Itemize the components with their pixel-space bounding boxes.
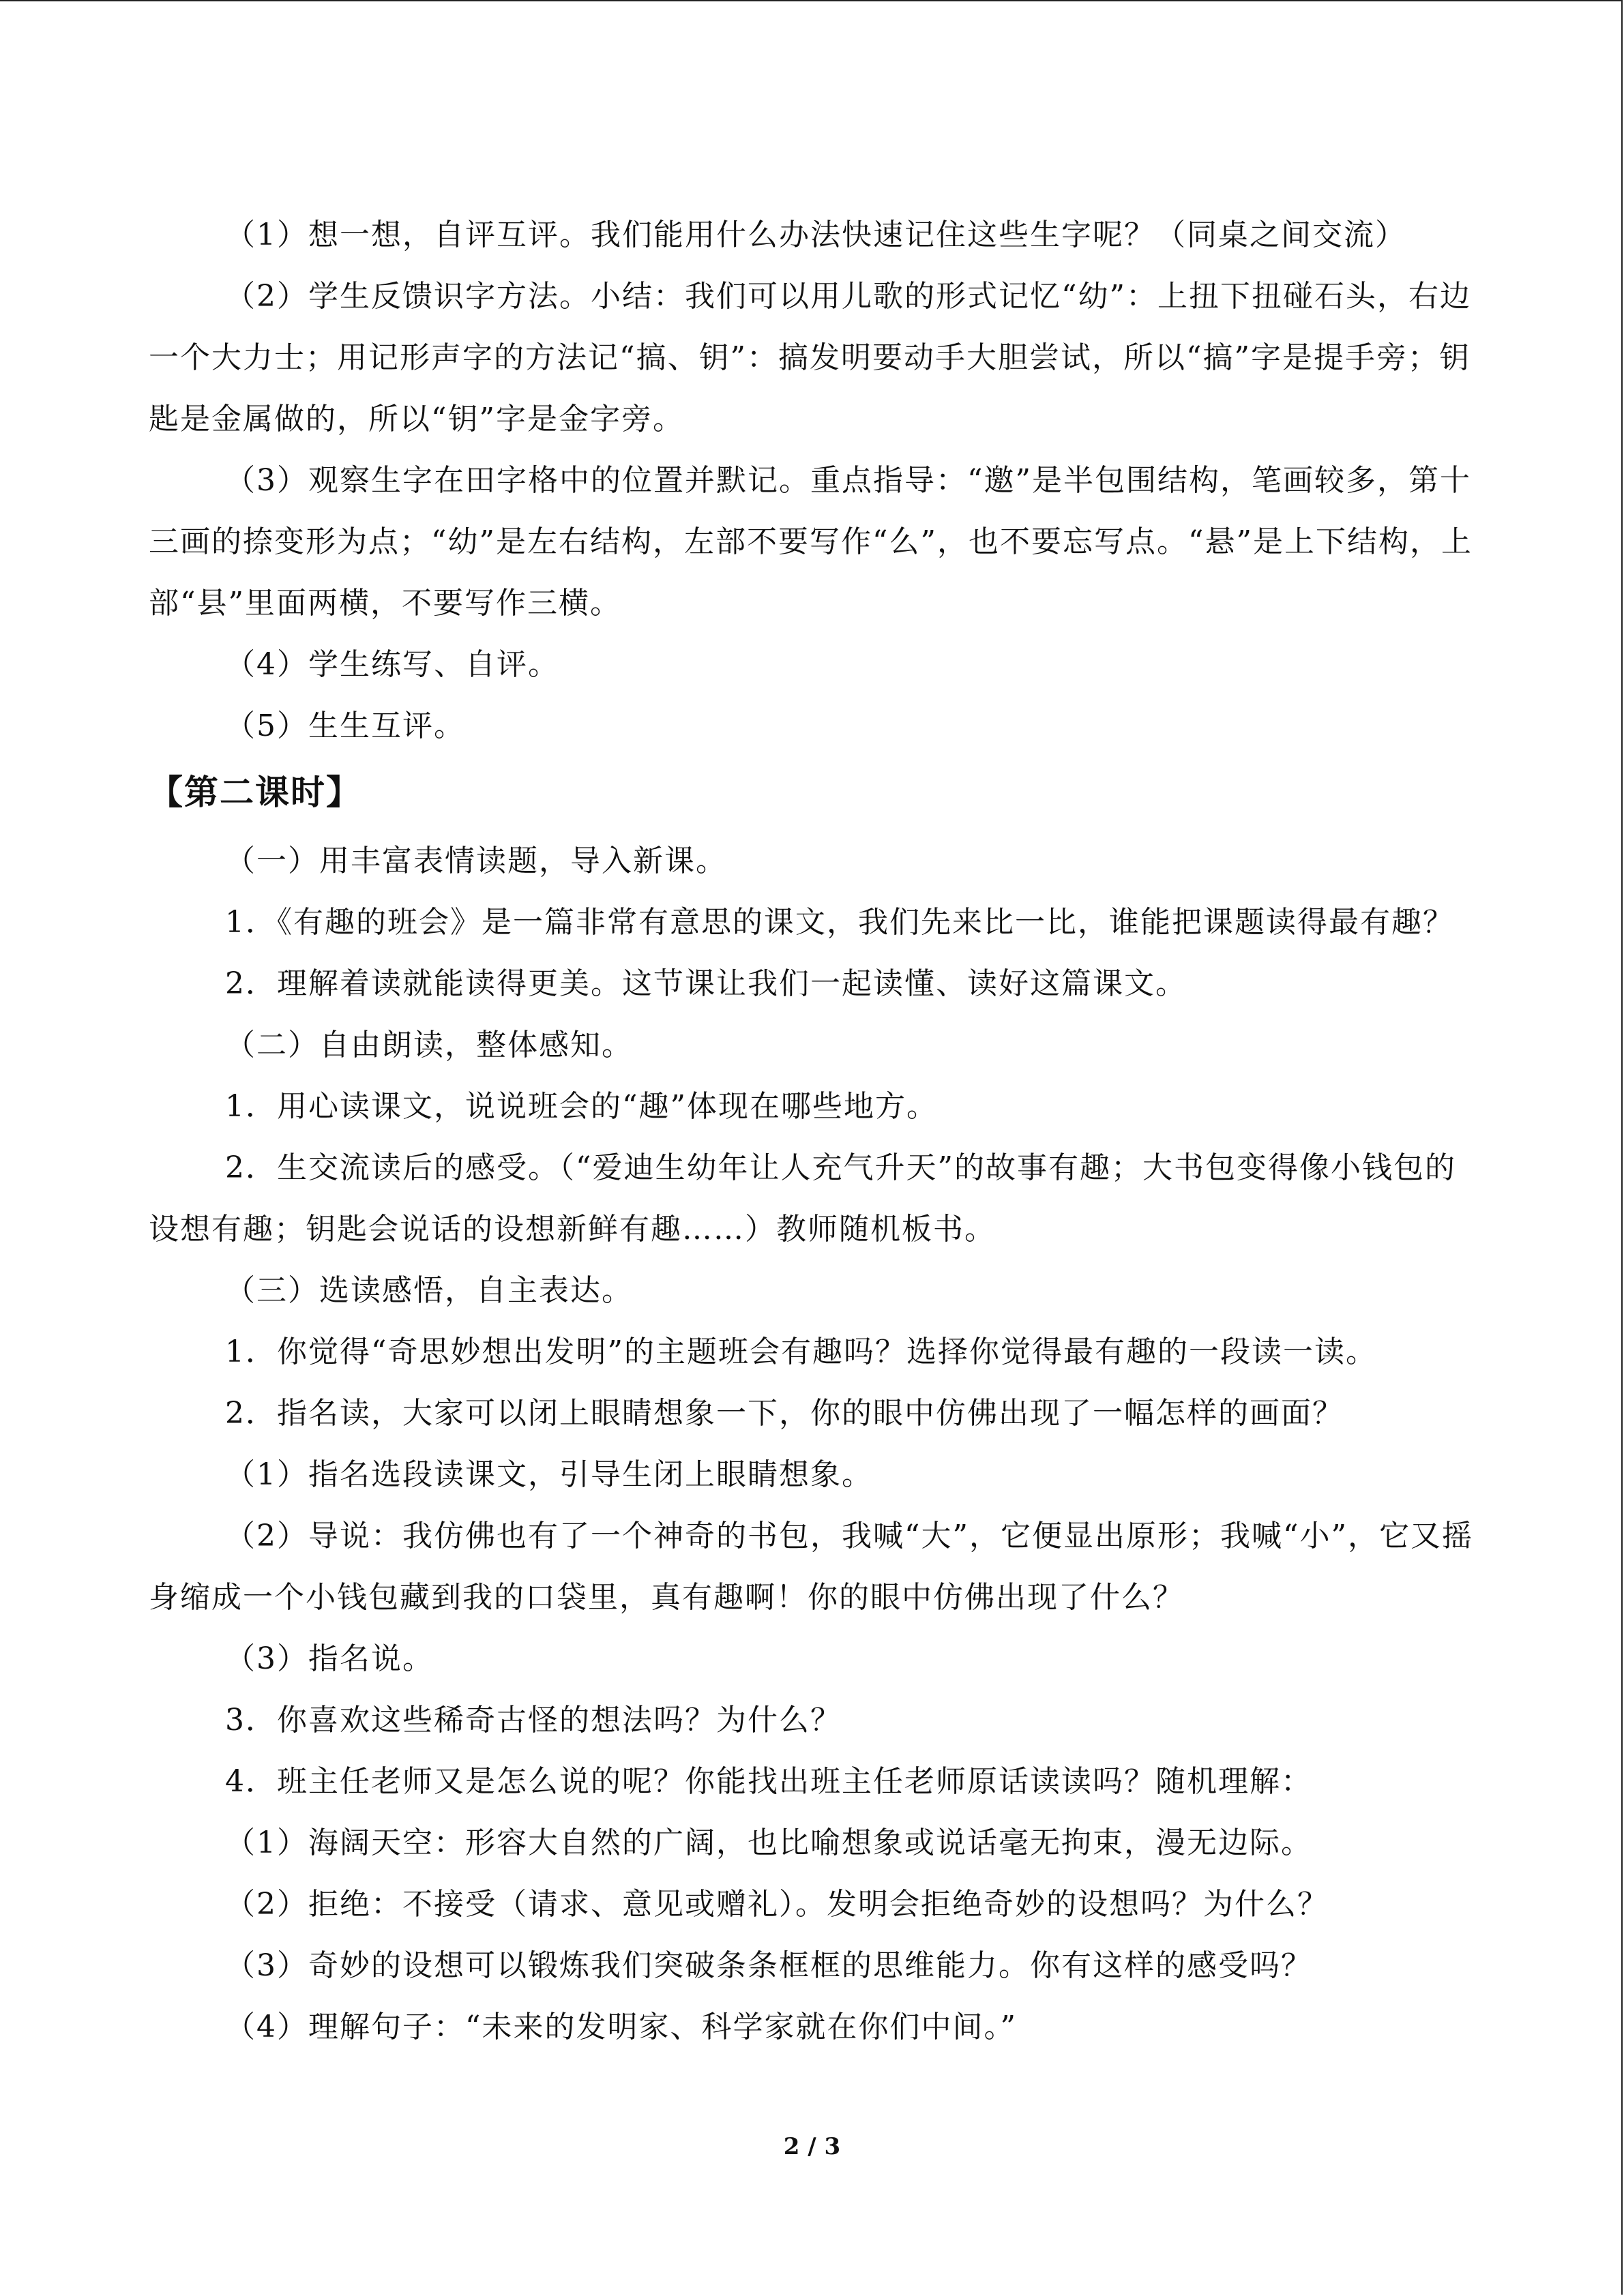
paragraph: （1）海阔天空：形容大自然的广阔，也比喻想象或说话毫无拘束，漫无边际。 <box>225 1825 1312 1860</box>
page-number: 2 / 3 <box>783 2133 841 2160</box>
paragraph: 4．班主任老师又是怎么说的呢？你能找出班主任老师原话读读吗？随机理解： <box>225 1764 1312 1799</box>
paragraph: （5）生生互评。 <box>225 709 465 743</box>
paragraph: 3．你喜欢这些稀奇古怪的想法吗？为什么？ <box>225 1703 842 1738</box>
document-body <box>149 205 1475 2058</box>
paragraph: （4）学生练写、自评。 <box>225 647 559 682</box>
paragraph: （2）学生反馈识字方法。小结：我们可以用儿歌的形式记忆“幼”：上扭下扭碰石头，右边一个大力士；用记形声字的方法记“搞、钥”：搞发明要动手大胆尝试，所以“搞”字是提手旁；钥匙是金属做的，所以“钥”字是金字旁。 <box>149 279 1471 436</box>
paragraph: （2）拒绝：不接受（请求、意见或赠礼）。发明会拒绝奇妙的设想吗？为什么？ <box>225 1887 1329 1922</box>
paragraph: 2．理解着读就能读得更美。这节课让我们一起读懂、读好这篇课文。 <box>225 966 1187 1001</box>
paragraph: （4）理解句子：“未来的发明家、科学家就在你们中间。” <box>225 2010 1017 2044</box>
paragraph: （3）观察生字在田字格中的位置并默记。重点指导：“邀”是半包围结构，笔画较多，第十三画的捺变形为点；“幼”是左右结构，左部不要写作“么”，也不要忘写点。“悬”是上下结构，上部“县”里面两横，不要写作三横。 <box>149 463 1473 621</box>
section-heading: 【第二课时】 <box>149 772 361 812</box>
paragraph: （1）指名选段读课文，引导生闭上眼睛想象。 <box>225 1457 873 1492</box>
paragraph: （1）想一想，自评互评。我们能用什么办法快速记住这些生字呢？（同桌之间交流） <box>225 218 1406 252</box>
paragraph: 2．生交流读后的感受。（“爱迪生幼年让人充气升天”的故事有趣；大书包变得像小钱包的设想有趣；钥匙会说话的设想新鲜有趣……）教师随机板书。 <box>149 1150 1456 1247</box>
paragraph: （2）导说：我仿佛也有了一个神奇的书包，我喊“大”，它便显出原形；我喊“小”，它又摇身缩成一个小钱包藏到我的口袋里，真有趣啊！你的眼中仿佛出现了什么？ <box>149 1519 1473 1615</box>
paragraph: （三）选读感悟，自主表达。 <box>225 1273 633 1308</box>
paragraph: （二）自由朗读，整体感知。 <box>225 1028 633 1062</box>
paragraph: 1．《有趣的班会》是一篇非常有意思的课文，我们先来比一比，谁能把课题读得最有趣？ <box>225 905 1454 940</box>
paragraph: （一）用丰富表情读题，导入新课。 <box>225 844 727 878</box>
paragraph: 1．用心读课文，说说班会的“趣”体现在哪些地方。 <box>225 1089 938 1124</box>
paragraph: （3）奇妙的设想可以锻炼我们突破条条框框的思维能力。你有这样的感受吗？ <box>225 1948 1312 1983</box>
paragraph: 2．指名读，大家可以闭上眼睛想象一下，你的眼中仿佛出现了一幅怎样的画面？ <box>225 1396 1344 1431</box>
paragraph: （3）指名说。 <box>225 1641 434 1676</box>
paragraph: 1．你觉得“奇思妙想出发明”的主题班会有趣吗？选择你觉得最有趣的一段读一读。 <box>225 1335 1377 1369</box>
